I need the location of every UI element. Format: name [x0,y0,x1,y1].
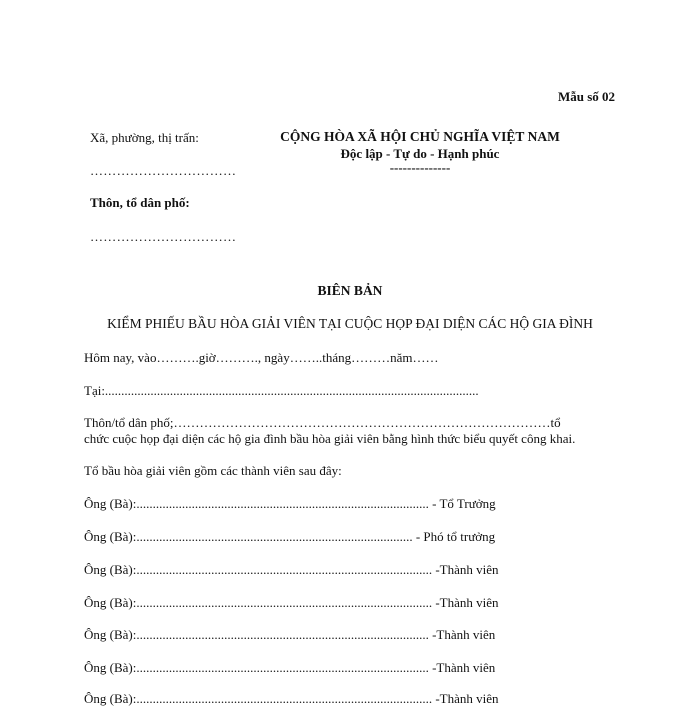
document-title: BIÊN BẢN [317,283,383,298]
member-line: Ông (Bà):.......................................................................................... -Thành viên [84,627,496,642]
date-line: Hôm nay, vào……….giờ………., ngày……..tháng………năm…… [84,350,439,365]
meeting-line: chức cuộc họp đại diện các hộ gia đình bầu hòa giải viên bằng hình thức biểu quyết công khai. [84,431,576,446]
locality-label: Xã, phường, thị trấn: [90,130,199,145]
member-line: Ông (Bà):.......................................................................................... - Tổ Trưởng [84,496,496,511]
form-code: Mẫu số 02 [558,89,616,104]
locality-blank: …………………………… [90,163,237,178]
member-line: Ông (Bà):..................................................................................... - Phó tổ trưởng [84,529,496,544]
place-line: Tại:................................................................................................................... [84,383,479,398]
member-line: Ông (Bà):.......................................................................................... -Thành viên [84,660,496,675]
member-line: Ông (Bà):........................................................................................... -Thành viên [84,562,499,577]
national-title: CỘNG HÒA XÃ HỘI CHỦ NGHĨA VIỆT NAM [280,129,560,144]
member-line: Ông (Bà):........................................................................................... -Thành viên [84,595,499,610]
hamlet-line: Thôn/tổ dân phố;……………………………………………………………………………tổ [84,415,561,430]
member-line: Ông (Bà):........................................................................................... -Thành viên [84,691,499,706]
national-motto: Độc lập - Tự do - Hạnh phúc [340,146,500,161]
team-intro-line: Tổ bầu hòa giải viên gồm các thành viên sau đây: [84,463,342,478]
hamlet-blank: …………………………… [90,229,237,244]
motto-underline: -------------- [389,160,451,175]
hamlet-label: Thôn, tổ dân phố: [90,195,190,210]
document-subtitle: KIỂM PHIẾU BẦU HÒA GIẢI VIÊN TẠI CUỘC HỌP ĐẠI DIỆN CÁC HỘ GIA ĐÌNH [107,316,593,331]
